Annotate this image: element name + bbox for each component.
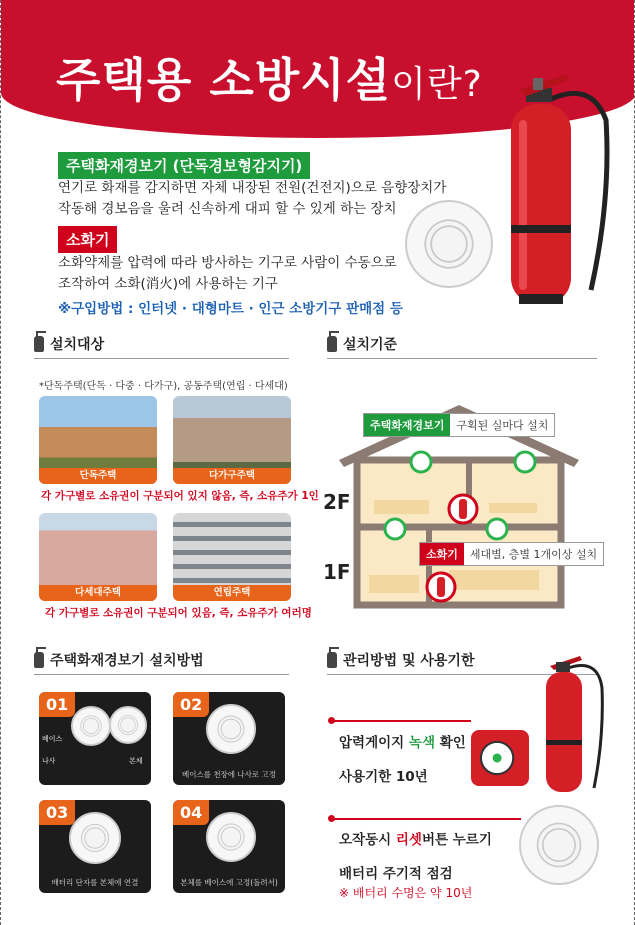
alarm-desc-line1: 연기로 화재를 감지하면 자체 내장된 전원(건전지)으로 음향장치가 — [58, 180, 447, 196]
extinguisher-title-tag: 소화기 — [58, 226, 117, 253]
mgmt-item-battery: 배터리 주기적 점검 — [339, 866, 453, 882]
extinguisher-icon — [34, 336, 44, 352]
detector-base-image — [71, 706, 111, 746]
alarm-title-tag: 주택화재경보기 (단독경보형감지기) — [58, 152, 310, 179]
photo-caption: 다가구주택 — [173, 468, 291, 484]
install-step-2 — [173, 692, 285, 785]
mgmt-highlight-green: 녹색 — [408, 735, 435, 751]
photo-caption: 단독주택 — [39, 468, 157, 484]
floor-label-1f: 1F — [323, 560, 351, 584]
install-step-3 — [39, 800, 151, 893]
step-label-screw: 나사 — [42, 757, 56, 765]
step-label-body: 본체 — [129, 757, 143, 765]
step-caption: 배터리 단자를 본체에 연결 — [51, 878, 139, 887]
reset-detector-image — [519, 805, 599, 885]
purchase-method: ※구입방법 : 인터넷 · 대형마트 · 인근 소방기구 판매점 등 — [58, 301, 403, 317]
targets-row1-caption: 각 가구별로 소유권이 구분되어 있지 않음, 즉, 소유주가 1인 — [41, 490, 319, 502]
standard-extinguisher-label: 소화기 — [420, 543, 464, 565]
floor-label-2f: 2F — [323, 490, 351, 514]
extinguisher-desc-line2: 조작하여 소화(消火)에 사용하는 기구 — [58, 276, 278, 292]
mgmt-text: 압력게이지 — [339, 735, 409, 751]
management-heading: 관리방법 및 사용기한 — [343, 653, 475, 669]
targets-heading: 설치대상 — [50, 337, 105, 353]
fire-extinguisher-illustration — [471, 60, 621, 320]
detector-body-image — [69, 812, 121, 864]
photo-caption: 다세대주택 — [39, 585, 157, 601]
targets-note: *단독주택(단독 · 다중 · 다가구), 공동주택(연립 · 다세대) — [39, 381, 288, 392]
mgmt-highlight-red: 리셋 — [395, 832, 422, 848]
detector-body-image — [109, 706, 147, 744]
extinguisher-desc-line1: 소화약제를 압력에 따라 방사하는 기구로 사람이 수동으로 — [58, 255, 397, 271]
install-step-4 — [173, 800, 285, 893]
title-suffix: 이란? — [391, 64, 483, 105]
step-caption: 베이스를 천장에 나사로 고정 — [181, 770, 277, 779]
mgmt-item-reset — [339, 828, 492, 848]
install-step-1 — [39, 692, 151, 785]
standard-alarm-rule: 구획된 실마다 설치 — [456, 419, 549, 432]
step-caption: 본체를 베이스에 고정(돌려서) — [180, 878, 278, 887]
standard-extinguisher-rule: 세대별, 층별 1개이상 설치 — [469, 548, 598, 561]
photo-row-house — [173, 513, 291, 601]
detector-body-image — [206, 812, 256, 862]
mgmt-item-expiry: 사용기한 10년 — [339, 769, 428, 785]
standard-extinguisher-callout — [419, 542, 604, 566]
detector-base-image — [206, 704, 256, 754]
standard-alarm-callout — [363, 413, 555, 437]
step-number: 04 — [173, 800, 209, 825]
step-number: 03 — [39, 800, 75, 825]
extinguisher-icon — [327, 652, 337, 668]
smoke-detector-image — [405, 200, 493, 288]
section-heading-standards — [327, 334, 597, 359]
mgmt-battery-note: ※ 배터리 수명은 약 10년 — [339, 886, 473, 900]
bullet-line — [331, 818, 521, 820]
mgmt-text: 버튼 누르기 — [421, 832, 492, 848]
mgmt-text: 확인 — [435, 735, 466, 751]
pressure-gauge-image — [471, 730, 529, 786]
photo-multi-family-house — [173, 396, 291, 484]
photo-multiplex-house — [39, 513, 157, 601]
mgmt-item-gauge — [339, 731, 466, 751]
mgmt-text: 오작동시 — [339, 832, 396, 848]
extinguisher-icon — [327, 336, 337, 352]
step-number: 02 — [173, 692, 209, 717]
alarm-desc-line2: 작동해 경보음을 울려 신속하게 대피 할 수 있게 하는 장치 — [58, 201, 397, 217]
targets-row2-caption: 각 가구별로 소유권이 구분되어 있음, 즉, 소유주가 여러명 — [45, 607, 312, 619]
photo-caption: 연립주택 — [173, 585, 291, 601]
extinguisher-icon — [34, 652, 44, 668]
page-title — [56, 44, 483, 110]
standard-alarm-label: 주택화재경보기 — [364, 414, 450, 436]
title-main: 주택용 소방시설 — [56, 53, 392, 107]
section-heading-targets — [34, 334, 289, 359]
standards-heading: 설치기준 — [343, 337, 398, 353]
small-extinguisher-illustration — [528, 648, 608, 798]
step-label-base: 베이스 — [42, 735, 63, 743]
bullet-line — [331, 720, 471, 722]
step-number: 01 — [39, 692, 75, 717]
section-heading-install — [34, 650, 289, 675]
install-heading: 주택화재경보기 설치방법 — [50, 653, 204, 669]
photo-detached-house — [39, 396, 157, 484]
